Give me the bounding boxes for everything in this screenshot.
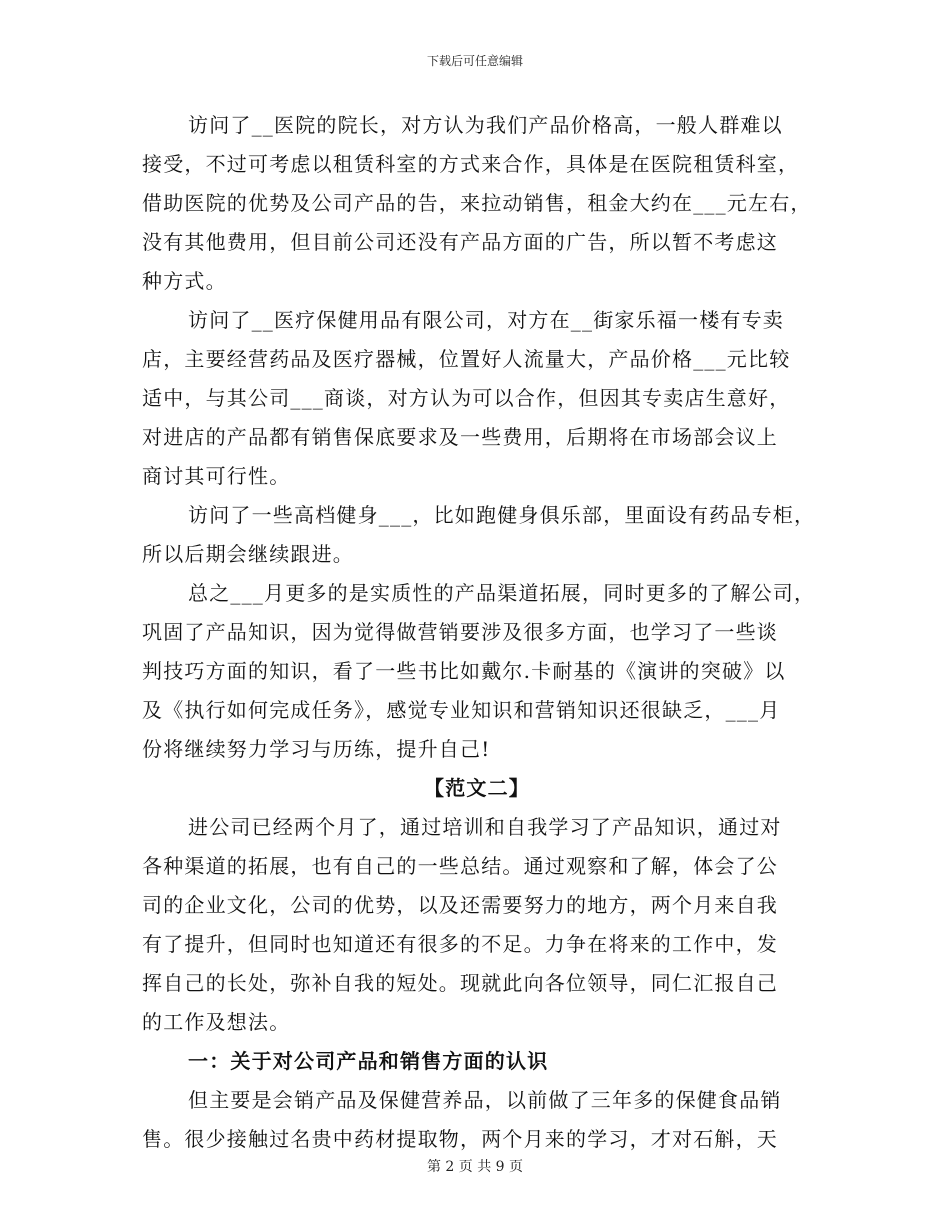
page-header: 下载后可任意编辑 <box>426 54 523 68</box>
text-line: 商讨其可行性。 <box>142 464 291 488</box>
text-line: 巩固了产品知识，因为觉得做营销要涉及很多方面，也学习了一些谈 <box>142 620 778 644</box>
text-line: 司的企业文化，公司的优势，以及还需要努力的地方，两个月来自我 <box>142 893 778 917</box>
text-line: 进公司已经两个月了，通过培训和自我学习了产品知识，通过对 <box>188 815 782 839</box>
text-line: 所以后期会继续跟进。 <box>142 542 354 566</box>
text-line: 挥自己的长处，弥补自我的短处。现就此向各位领导，同仁汇报自己 <box>142 971 778 995</box>
text-line: 售。很少接触过名贵中药材提取物，两个月来的学习，才对石斛，天 <box>142 1127 778 1151</box>
subsection-heading: 一：关于对公司产品和销售方面的认识 <box>188 1049 549 1073</box>
text-line: 种方式。 <box>142 269 227 293</box>
text-line: 各种渠道的拓展，也有自己的一些总结。通过观察和了解，体会了公 <box>142 854 778 878</box>
text-line: 访问了一些高档健身___，比如跑健身俱乐部，里面设有药品专柜， <box>188 503 816 527</box>
text-line: 接受，不过可考虑以租赁科室的方式来合作，具体是在医院租赁科室， <box>142 152 800 176</box>
text-line: 没有其他费用，但目前公司还没有产品方面的广告，所以暂不考虑这 <box>142 230 778 254</box>
text-line: 访问了__医疗保健用品有限公司，对方在__街家乐福一楼有专卖 <box>188 308 784 332</box>
text-line: 对进店的产品都有销售保底要求及一些费用，后期将在市场部会议上 <box>142 425 778 449</box>
text-line: 借助医院的优势及公司产品的告，来拉动销售，租金大约在___元左右， <box>142 191 812 215</box>
text-line: 判技巧方面的知识，看了一些书比如戴尔.卡耐基的《演讲的突破》以 <box>142 659 786 683</box>
text-line: 有了提升，但同时也知道还有很多的不足。力争在将来的工作中，发 <box>142 932 778 956</box>
page-footer: 第 2 页 共 9 页 <box>426 1159 524 1175</box>
text-line: 适中，与其公司___商谈，对方认为可以合作，但因其专卖店生意好， <box>142 386 791 410</box>
text-line: 总之___月更多的是实质性的产品渠道拓展，同时更多的了解公司， <box>188 581 816 605</box>
text-line: 的工作及想法。 <box>142 1010 291 1034</box>
text-line: 但主要是会销产品及保健营养品，以前做了三年多的保健食品销 <box>188 1088 782 1112</box>
text-line: 份将继续努力学习与历练，提升自己! <box>142 737 491 761</box>
text-line: 店，主要经营药品及医疗器械，位置好人流量大，产品价格___元比较 <box>142 347 791 371</box>
section-title: 【范文二】 <box>424 776 530 800</box>
document-body <box>142 106 816 1159</box>
text-line: 访问了__医院的院长，对方认为我们产品价格高，一般人群难以 <box>188 113 783 137</box>
text-line: 及《执行如何完成任务》，感觉专业知识和营销知识还很缺乏，___月 <box>142 698 781 722</box>
